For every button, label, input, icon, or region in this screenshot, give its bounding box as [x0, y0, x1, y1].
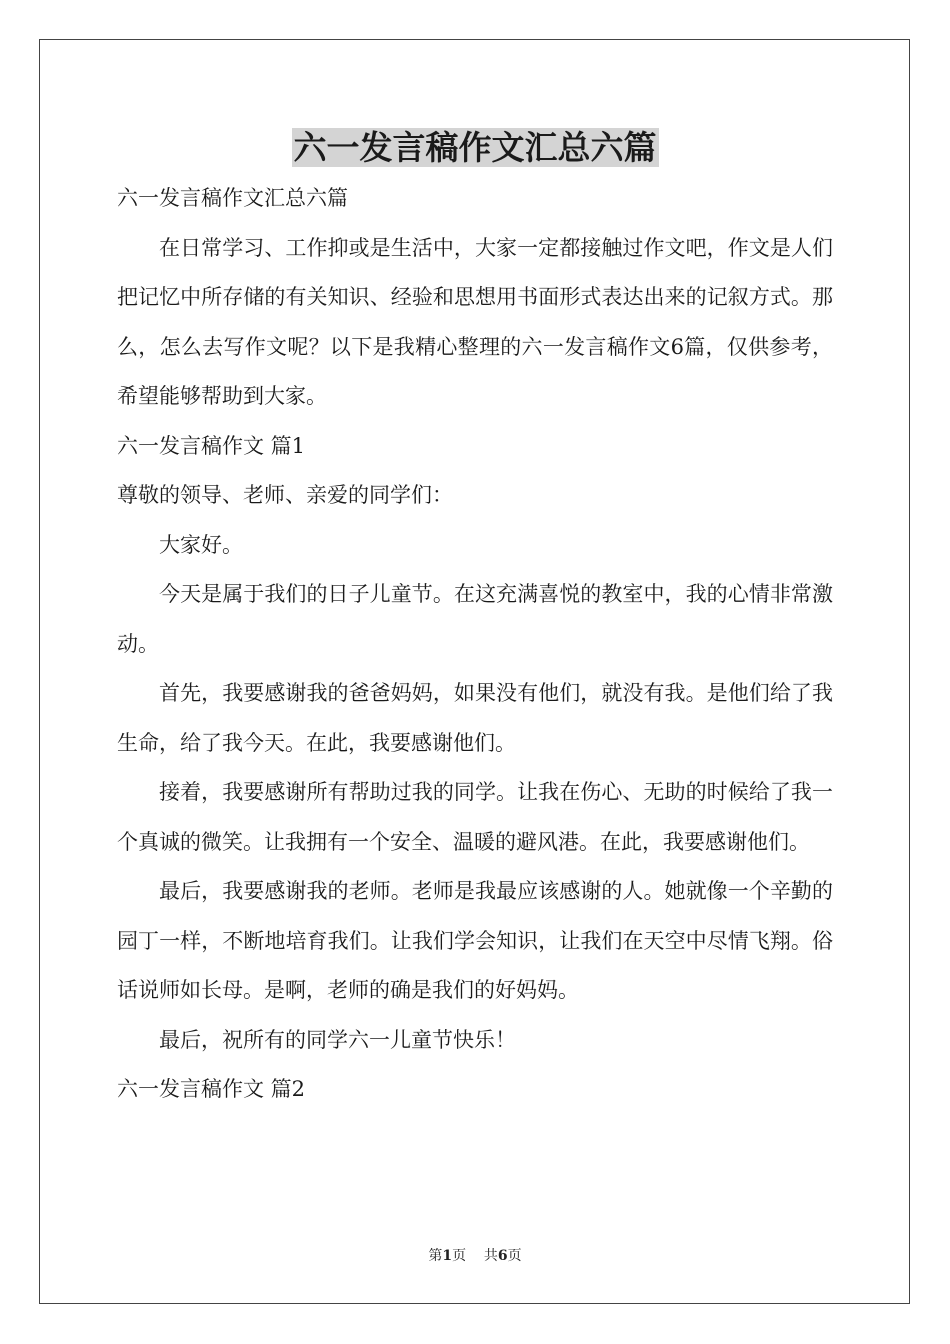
footer-page-prefix: 第: [428, 1248, 443, 1264]
section-heading: 六一发言稿作文汇总六篇: [117, 186, 348, 210]
footer-page-suffix: 页: [452, 1248, 467, 1264]
document-body: [117, 174, 833, 1115]
footer-total-pages: 6: [497, 1248, 508, 1264]
document-title-text: 六一发言稿作文汇总六篇: [293, 128, 657, 167]
section-heading: 六一发言稿作文 篇2: [117, 1077, 306, 1101]
body-paragraph: 接着，我要感谢所有帮助过我的同学。让我在伤心、无助的时候给了我一个真诚的微笑。让我拥有一个安全、温暖的避风港。在此，我要感谢他们。: [117, 780, 833, 854]
page-footer: [0, 1246, 950, 1266]
footer-current-page: 1: [442, 1248, 453, 1264]
body-paragraph: 今天是属于我们的日子儿童节。在这充满喜悦的教室中，我的心情非常激动。: [117, 582, 833, 656]
document-title: [0, 126, 950, 170]
body-paragraph: 在日常学习、工作抑或是生活中，大家一定都接触过作文吧，作文是人们把记忆中所存储的有关知识、经验和思想用书面形式表达出来的记叙方式。那么，怎么去写作文呢？以下是我精心整理的六一发言稿作文6篇，仅供参考，希望能够帮助到大家。: [117, 235, 833, 408]
section-heading: 六一发言稿作文 篇1: [117, 433, 306, 458]
body-paragraph: 最后，祝所有的同学六一儿童节快乐！: [159, 1027, 516, 1052]
footer-total-suffix: 页: [507, 1248, 522, 1264]
body-paragraph: 首先，我要感谢我的爸爸妈妈，如果没有他们，就没有我。是他们给了我生命，给了我今天。在此，我要感谢他们。: [117, 681, 833, 755]
body-paragraph: 最后，我要感谢我的老师。老师是我最应该感谢的人。她就像一个辛勤的园丁一样，不断地培育我们。让我们学会知识，让我们在天空中尽情飞翔。俗话说师如长母。是啊，老师的确是我们的好妈妈。: [117, 879, 833, 1002]
body-paragraph: 大家好。: [159, 532, 243, 557]
section-heading: 尊敬的领导、老师、亲爱的同学们：: [117, 483, 453, 507]
footer-total-prefix: 共: [483, 1248, 498, 1264]
